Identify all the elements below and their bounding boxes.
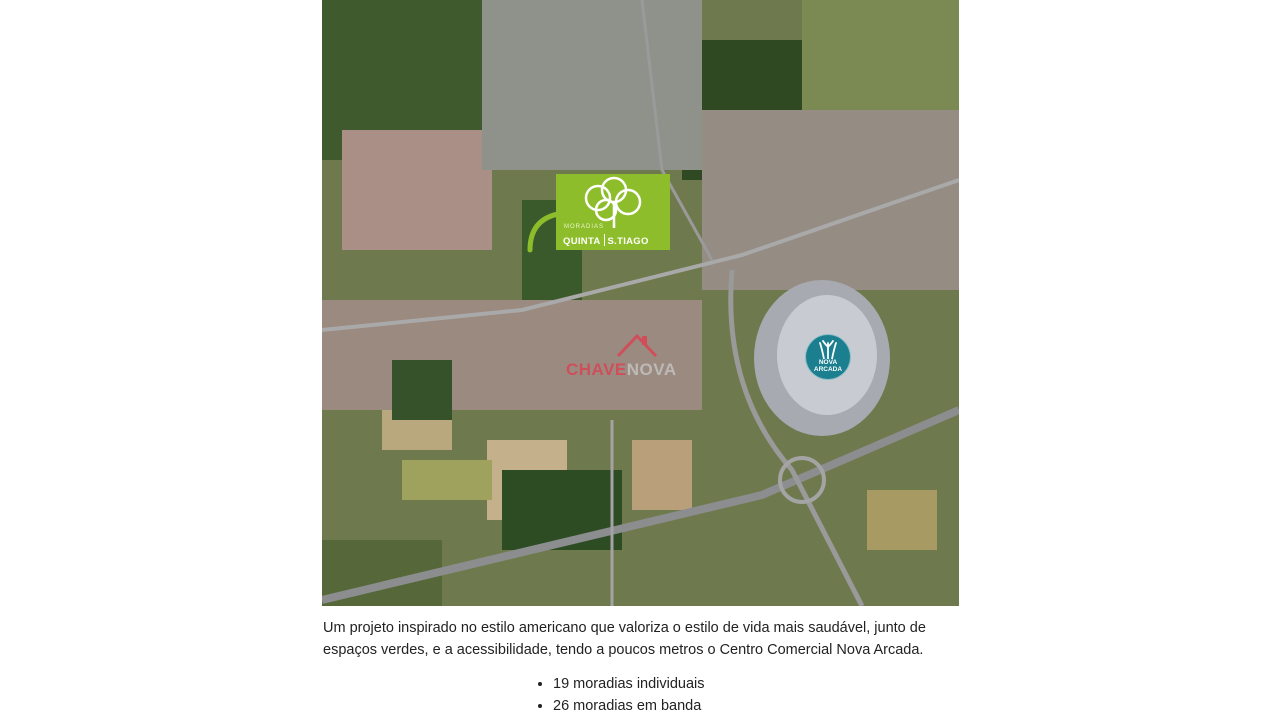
logo-separator — [604, 234, 605, 246]
shopping-centre-badge — [805, 334, 851, 380]
aerial-map-image — [322, 0, 959, 606]
feature-item: • 19 moradias individuais — [553, 673, 705, 695]
project-logo — [556, 174, 670, 250]
project-logo-subtitle: MORADIAS — [564, 224, 605, 230]
watermark-logo — [562, 330, 692, 384]
project-logo-name — [563, 234, 649, 247]
map-terrain — [322, 0, 959, 606]
project-logo-name-part2: S.TIAGO — [607, 236, 649, 247]
house-roof-icon — [614, 330, 660, 360]
shopping-centre-label: NOVA ARCADA — [813, 359, 843, 373]
watermark-text — [566, 360, 677, 380]
feature-list — [536, 673, 705, 717]
watermark-text-part1: CHAVE — [566, 360, 627, 379]
watermark-text-part2: NOVA — [626, 360, 677, 379]
palm-leaves-icon — [819, 339, 837, 359]
feature-item: • 26 moradias em banda — [553, 695, 705, 717]
project-description: Um projeto inspirado no estilo americano que valoriza o estilo de vida mais saudável, junto de espaços verdes, e a acessibilidade, tendo a poucos metros o Centro Comercial Nova Arcada. — [323, 620, 926, 658]
project-logo-name-part1: QUINTA — [563, 236, 601, 247]
tree-logo-icon — [576, 176, 648, 228]
